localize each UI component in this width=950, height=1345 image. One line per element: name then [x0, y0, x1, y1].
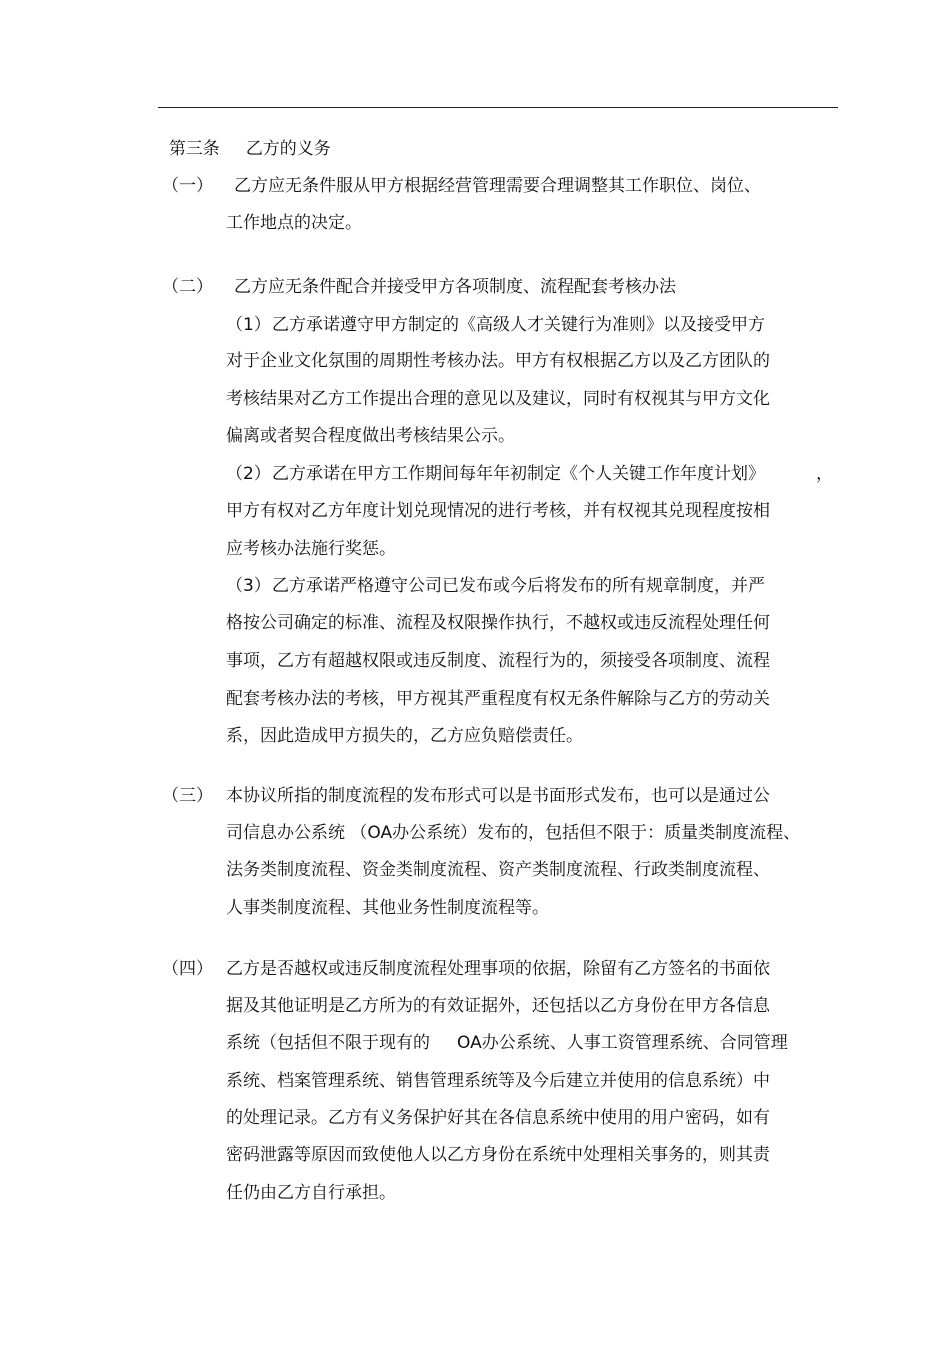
item-1-line-1: 乙方承诺遵守甲方制定的《高级人才关键行为准则》以及接受甲方: [272, 315, 765, 335]
section-2-label: （二）: [162, 277, 213, 297]
item-2-label: （2）: [226, 464, 271, 484]
section-4-line-3: 系统（包括但不限于现有的 OA办公系统、人事工资管理系统、合同管理: [226, 1033, 788, 1053]
header-rule: [158, 107, 838, 108]
section-3-line-4: 人事类制度流程、其他业务性制度流程等。: [226, 898, 549, 918]
item-1-label: （1）: [226, 315, 271, 335]
item-1-line-4: 偏离或者契合程度做出考核结果公示。: [226, 426, 515, 446]
section-4-label: （四）: [162, 959, 213, 979]
section-4-line-4: 系统、档案管理系统、销售管理系统等及今后建立并使用的信息系统）中: [226, 1071, 770, 1091]
section-3-label: （三）: [162, 786, 213, 806]
item-2-line-2: 甲方有权对乙方年度计划兑现情况的进行考核，并有权视其兑现程度按相: [226, 501, 770, 521]
section-2-line-1: 乙方应无条件配合并接受甲方各项制度、流程配套考核办法: [234, 277, 676, 297]
section-4-line-6: 密码泄露等原因而致使他人以乙方身份在系统中处理相关事务的，则其责: [226, 1145, 770, 1165]
item-3-line-1: 乙方承诺严格遵守公司已发布或今后将发布的所有规章制度，并严: [272, 576, 765, 596]
section-1-line-2: 工作地点的决定。: [226, 213, 362, 233]
section-3-line-3: 法务类制度流程、资金类制度流程、资产类制度流程、行政类制度流程、: [226, 860, 770, 880]
item-1-line-3: 考核结果对乙方工作提出合理的意见以及建议，同时有权视其与甲方文化: [226, 389, 770, 409]
article-title: 乙方的义务: [245, 139, 331, 159]
section-1-line-1: 乙方应无条件服从甲方根据经营管理需要合理调整其工作职位、岗位、: [234, 176, 761, 196]
item-3-line-5: 系，因此造成甲方损失的，乙方应负赔偿责任。: [226, 726, 583, 746]
section-1-label: （一）: [162, 176, 213, 196]
article-heading: [158, 116, 331, 160]
section-4-line-2: 据及其他证明是乙方所为的有效证据外，还包括以乙方身份在甲方各信息: [226, 996, 770, 1016]
section-4-line-1: 乙方是否越权或违反制度流程处理事项的依据，除留有乙方签名的书面依: [226, 959, 770, 979]
item-3-line-4: 配套考核办法的考核，甲方视其严重程度有权无条件解除与乙方的劳动关: [226, 689, 770, 709]
item-3-line-2: 格按公司确定的标准、流程及权限操作执行，不越权或违反流程处理任何: [226, 613, 770, 633]
section-3-line-2: 司信息办公系统 （OA办公系统）发布的，包括但不限于：质量类制度流程、: [226, 823, 801, 843]
article-number: 第三条: [168, 139, 220, 159]
section-3-line-1: 本协议所指的制度流程的发布形式可以是书面形式发布，也可以是通过公: [226, 786, 770, 806]
item-2-line-3: 应考核办法施行奖惩。: [226, 539, 396, 559]
section-4-line-7: 任仍由乙方自行承担。: [226, 1183, 396, 1203]
item-3-label: （3）: [226, 576, 271, 596]
item-2-trailing-mark: ，: [816, 464, 833, 484]
section-4-line-5: 的处理记录。乙方有义务保护好其在各信息系统中使用的用户密码，如有: [226, 1108, 770, 1128]
item-2-line-1: 乙方承诺在甲方工作期间每年年初制定《个人关键工作年度计划》: [272, 464, 765, 484]
item-1-line-2: 对于企业文化氛围的周期性考核办法。甲方有权根据乙方以及乙方团队的: [226, 351, 770, 371]
item-3-line-3: 事项，乙方有超越权限或违反制度、流程行为的，须接受各项制度、流程: [226, 651, 770, 671]
